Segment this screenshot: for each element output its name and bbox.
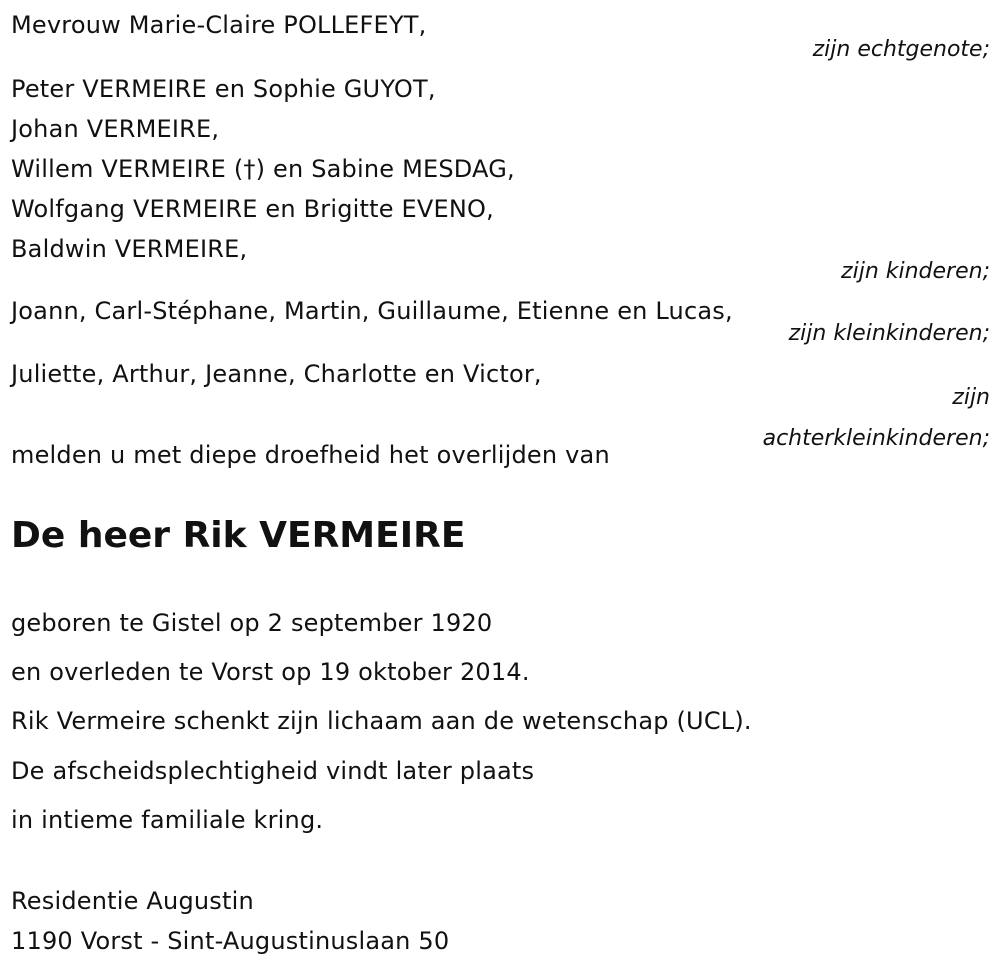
child-line: Willem VERMEIRE (†) en Sabine MESDAG, [11,155,515,183]
address-street: 1190 Vorst - Sint-Augustinuslaan 50 [11,927,450,955]
child-line: Johan VERMEIRE, [11,115,220,143]
child-line: Baldwin VERMEIRE, [11,235,248,263]
spouse-relation: zijn echtgenote; [812,37,990,62]
announcement-text: melden u met diepe droefheid het overlijden van [11,441,610,469]
great-grandchildren-names: Juliette, Arthur, Jeanne, Charlotte en Victor, [11,360,542,388]
deceased-name: De heer Rik VERMEIRE [11,515,466,556]
detail-line: en overleden te Vorst op 19 oktober 2014. [11,658,530,686]
detail-line: in intieme familiale kring. [11,806,324,834]
children-relation: zijn kinderen; [841,259,990,284]
great-grandchildren-relation-1: zijn [952,385,990,410]
child-line: Peter VERMEIRE en Sophie GUYOT, [11,75,436,103]
grandchildren-relation: zijn kleinkinderen; [788,321,990,346]
child-line: Wolfgang VERMEIRE en Brigitte EVENO, [11,195,494,223]
grandchildren-names: Joann, Carl-Stéphane, Martin, Guillaume, Etienne en Lucas, [11,297,733,325]
detail-line: geboren te Gistel op 2 september 1920 [11,609,493,637]
address-name: Residentie Augustin [11,887,254,915]
great-grandchildren-relation-2: achterkleinkinderen; [762,426,990,451]
detail-line: Rik Vermeire schenkt zijn lichaam aan de wetenschap (UCL). [11,707,752,735]
detail-line: De afscheidsplechtigheid vindt later plaats [11,757,535,785]
spouse-name: Mevrouw Marie-Claire POLLEFEYT, [11,11,427,39]
